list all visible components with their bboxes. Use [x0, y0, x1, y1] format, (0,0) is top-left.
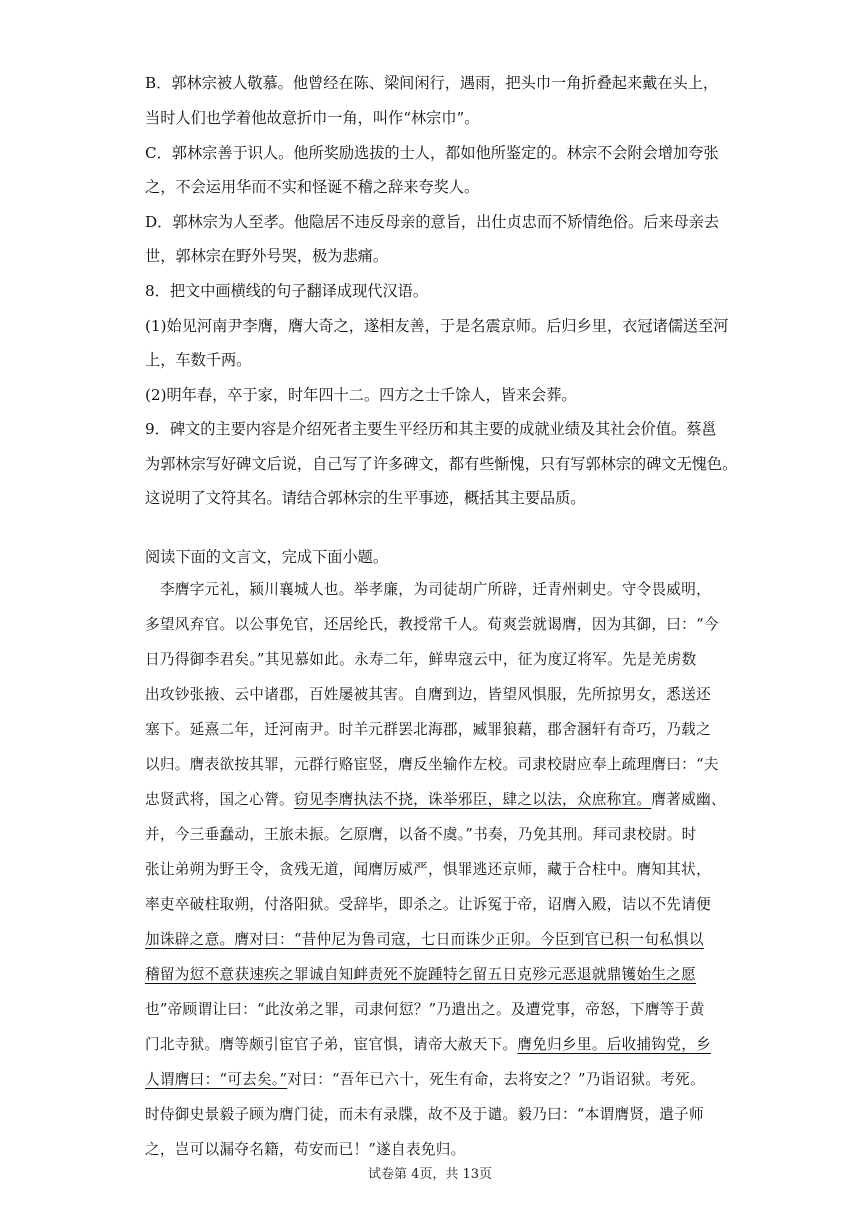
passage-line-14 [145, 1035, 711, 1055]
passage-line-10: 率吏卒破柱取朔，付洛阳狱。受辞毕，即杀之。让诉冤于帝，诏膺入殿，诘以不先请便 [145, 896, 711, 913]
passage-line-15-end: 对曰：“吾年已六十，死生有命，去将安之？”乃诣诏狱。考死。 [287, 1071, 705, 1088]
passage-line-6: 以归。膺表欲按其罪，元群行赂宦竖，膺反坐输作左校。司隶校尉应奉上疏理膺曰：“夫 [145, 756, 719, 773]
option-d-line-1: D．郭林宗为人至孝。他隐居不违反母亲的意旨，出仕贞忠而不矫情绝俗。后来母亲去 [145, 213, 720, 231]
reading-instruction: 阅读下面的文言文，完成下面小题。 [145, 548, 388, 566]
option-b-line-2: 当时人们也学着他故意折巾一角，叫作“林宗巾”。 [145, 109, 480, 127]
option-c-line-1: C．郭林宗善于识人。他所奖励选拔的士人，都如他所鉴定的。林宗不会附会增加夸张 [145, 144, 719, 162]
underlined-sentence-3a: 膺免归乡里。后收捕钩党，乡 [517, 1036, 711, 1053]
passage-line-7-start: 忠贤武将，国之心膂。 [145, 791, 294, 808]
passage-line-13: 也”帝顾谓让曰：“此汝弟之罪，司隶何愆？”乃遣出之。及遭党事，帝怒，下膺等于黄 [145, 1001, 705, 1018]
underlined-sentence-1: 窃见李膺执法不挠，诛举邪臣，肆之以法，众庶称宜。 [293, 791, 652, 808]
passage-line-16: 时侍御史景毅子顾为膺门徒，而未有录牒，故不及于谴。毅乃曰：“本谓膺贤，遣子师 [145, 1106, 704, 1123]
option-d-line-2: 世，郭林宗在野外号哭，极为悲痛。 [145, 247, 388, 265]
passage-line-17: 之，岂可以漏夺名籍，苟安而已！”遂自表免归。 [145, 1141, 466, 1158]
passage-line-12 [145, 965, 696, 985]
underlined-sentence-2b: 稽留为愆不意获速疾之罪诚自知衅责死不旋踵特乞留五日克殄元恶退就鼎镬始生之愿 [145, 966, 697, 983]
passage-line-8: 并，今三垂蠢动，王旅未振。乞原膺，以备不虞。”书奏，乃免其刑。拜司隶校尉。时 [145, 826, 697, 843]
question-9-line-1: 9．碑文的主要内容是介绍死者主要生平经历和其主要的成就业绩及其社会价值。蔡邕 [145, 420, 717, 438]
passage-line-4: 出攻钞张掖、云中诸郡，百姓屡被其害。自膺到边，皆望风惧服，先所掠男女，悉送还 [145, 686, 711, 703]
question-8-sentence-1-line-1: (1)始见河南尹李膺，膺大奇之，遂相友善，于是名震京师。后归乡里，衣冠诸儒送至河 [145, 317, 729, 335]
passage-line-1: 李膺字元礼，颍川襄城人也。举孝廉，为司徒胡广所辟，迁青州刺史。守令畏威明， [160, 581, 712, 598]
passage-line-2: 多望风弃官。以公事免官，还居纶氏，教授常千人。荀爽尝就谒膺，因为其御，曰：“今 [145, 616, 719, 633]
question-8-sentence-2: (2)明年春，卒于家，时年四十二。四方之士千馀人，皆来会葬。 [145, 386, 577, 404]
question-9-line-3: 这说明了文符其名。请结合郭林宗的生平事迹，概括其主要品质。 [145, 489, 586, 507]
passage-line-5: 塞下。延熹二年，迁河南尹。时羊元群罢北海郡，臧罪狼藉，郡舍溷轩有奇巧，乃载之 [145, 721, 711, 738]
passage-line-7 [145, 790, 726, 810]
page-footer: 试卷第 4页，共 13页 [367, 1167, 493, 1182]
passage-line-15 [145, 1070, 705, 1090]
passage-line-7-end: 膺著威幽、 [651, 791, 726, 808]
passage-line-14-start: 门北寺狱。膺等颇引宦官子弟，宦官惧，请帝大赦天下。 [145, 1036, 518, 1053]
option-c-line-2: 之，不会运用华而不实和怪诞不稽之辞来夸奖人。 [145, 178, 480, 196]
question-8-sentence-1-line-2: 上，车数千两。 [145, 351, 252, 369]
question-8-title: 8．把文中画横线的句子翻译成现代汉语。 [145, 282, 429, 300]
passage-line-11 [145, 930, 704, 950]
question-9-line-2: 为郭林宗写好碑文后说，自己写了许多碑文，都有些惭愧，只有写郭林宗的碑文无愧色。 [145, 455, 738, 473]
passage-line-3: 日乃得御李君矣。”其见慕如此。永寿二年，鲜卑寇云中，征为度辽将军。先是羌虏数 [145, 651, 697, 668]
option-b-line-1: B．郭林宗被人敬慕。他曾经在陈、梁间闲行，遇雨，把头巾一角折叠起来戴在头上， [145, 74, 719, 92]
underlined-sentence-2a: 加诛辟之意。膺对曰：“昔仲尼为鲁司寇，七日而诛少正卯。今臣到官已积一旬私惧以 [145, 931, 704, 948]
passage-line-9: 张让弟朔为野王令，贪残无道，闻膺厉威严，惧罪逃还京师，藏于合柱中。膺知其状， [145, 861, 711, 878]
underlined-sentence-3b: 人谓膺曰：“可去矣。” [145, 1071, 288, 1088]
